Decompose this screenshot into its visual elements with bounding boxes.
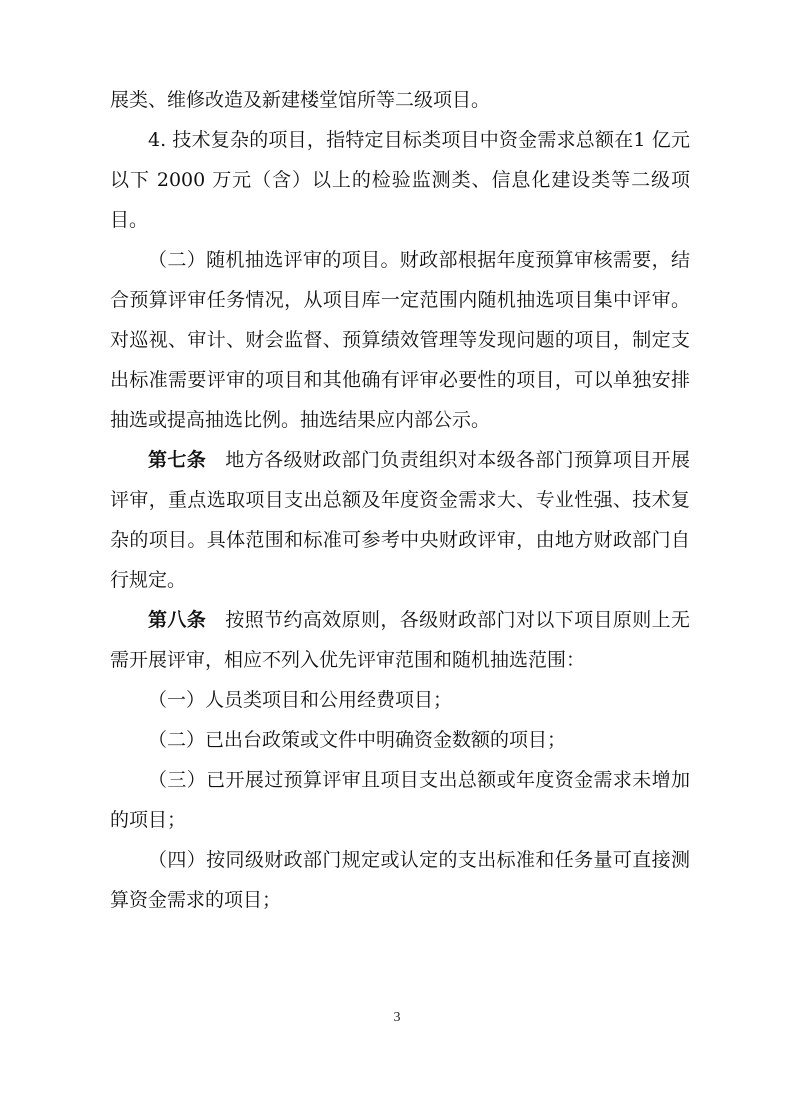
paragraph-2 [110, 120, 690, 240]
article-8-heading: 第八条 [148, 609, 207, 631]
list-item-1 [110, 680, 690, 720]
list-item-4 [110, 840, 690, 920]
article-7-text: 地方各级财政部门负责组织对本级各部门预算项目开展评审，重点选取项目支出总额及年度资金需求大、专业性强、技术复杂的项目。具体范围和标准可参考中央财政评审，由地方财政部门自行规定。 [110, 449, 690, 591]
list-item-4-text: （四）按同级财政部门规定或认定的支出标准和任务量可直接测算资金需求的项目； [110, 849, 690, 911]
article-7-heading: 第七条 [148, 449, 207, 471]
paragraph-3-text: （二）随机抽选评审的项目。财政部根据年度预算审核需要，结合预算评审任务情况，从项目库一定范围内随机抽选项目集中评审。对巡视、审计、财会监督、预算绩效管理等发现问题的项目，制定支出标准需要评审的项目和其他确有评审必要性的项目，可以单独安排抽选或提高抽选比例。抽选结果应内部公示。 [110, 249, 690, 431]
list-item-1-text: （一）人员类项目和公用经费项目； [148, 689, 453, 711]
page-number: 3 [393, 1010, 401, 1025]
list-item-3 [110, 760, 690, 840]
list-item-2 [110, 720, 690, 760]
list-item-3-text: （三）已开展过预算评审且项目支出总额或年度资金需求未增加的项目； [110, 769, 690, 831]
article-8 [110, 600, 690, 680]
paragraph-3 [110, 240, 690, 440]
article-8-text: 按照节约高效原则，各级财政部门对以下项目原则上无需开展评审，相应不列入优先评审范围和随机抽选范围： [110, 609, 690, 671]
article-7 [110, 440, 690, 600]
document-body [110, 80, 690, 920]
paragraph-1-text: 展类、维修改造及新建楼堂馆所等二级项目。 [110, 89, 491, 111]
list-item-2-text: （二）已出台政策或文件中明确资金数额的项目； [148, 729, 567, 751]
paragraph-2-text: 4. 技术复杂的项目，指特定目标类项目中资金需求总额在1 亿元以下 2000 万元（含）以上的检验监测类、信息化建设类等二级项目。 [110, 129, 690, 231]
paragraph-1 [110, 80, 690, 120]
